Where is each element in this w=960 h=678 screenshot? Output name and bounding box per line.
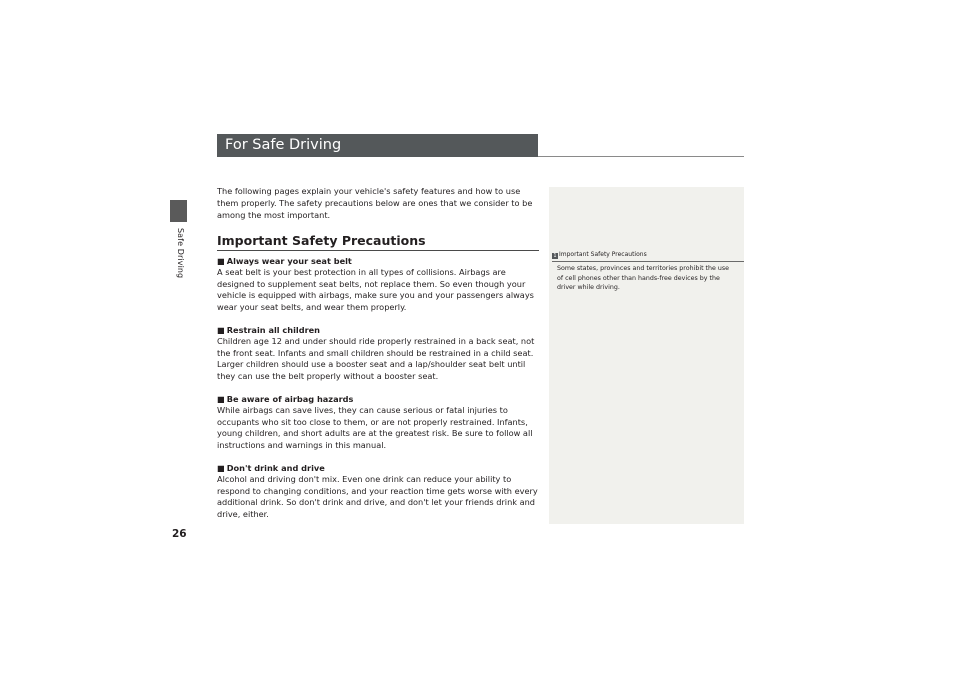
chapter-tab-marker [170,200,187,222]
item-heading [217,325,320,336]
section-heading-divider [217,250,539,251]
item-title: Be aware of airbag hazards [226,394,354,404]
bullet-square-icon: ■ [217,256,225,266]
page-title-bar [217,134,538,157]
item-heading [217,256,352,267]
page-number: 26 [172,528,187,540]
note-divider [552,261,744,262]
bullet-square-icon: ■ [217,325,225,335]
title-divider [538,156,744,157]
item-body: While airbags can save lives, they can cause serious or fatal injuries to occupants who sit too close to them, or are not properly restrained. Infants, young children, and short adults are at the greatest risk. Be sure to follow all instructions and warnings in this manual. [217,405,533,450]
chapter-side-label: Safe Driving [176,228,185,279]
bullet-square-icon: ■ [217,394,225,404]
page-title: For Safe Driving [225,137,342,153]
bullet-square-icon: ■ [217,463,225,473]
note-title-text: Important Safety Precautions [559,251,647,258]
section-heading: Important Safety Precautions [217,233,426,248]
item-heading [217,463,325,474]
note-title [552,251,647,259]
reference-icon: 1 [553,253,557,259]
item-title: Always wear your seat belt [226,256,352,266]
item-heading [217,394,353,405]
note-body: Some states, provinces and territories prohibit the use of cell phones other than hands-free devices by the driver while driving. [557,265,730,292]
side-note-panel [549,187,744,524]
intro-paragraph: The following pages explain your vehicle's safety features and how to use them properly. The safety precautions below are ones that we consider to be among the most important. [217,186,533,220]
item-title: Restrain all children [226,325,321,335]
item-title: Don't drink and drive [226,463,325,473]
item-body: Children age 12 and under should ride properly restrained in a back seat, not the front seat. Infants and small children should be restrained in a child seat. Larger children should use a booster seat and a lap/shoulder seat belt until they can use the belt properly without a booster seat. [217,336,535,381]
item-body: Alcohol and driving don't mix. Even one drink can reduce your ability to respond to changing conditions, and your reaction time gets worse with every additional drink. So don't drink and drive, and don't let your friends drink and drive, either. [217,474,538,519]
item-body: A seat belt is your best protection in all types of collisions. Airbags are designed to supplement seat belts, not replace them. So even though your vehicle is equipped with airbags, make sure you and your passengers always wear your seat belts, and wear them properly. [217,267,534,312]
